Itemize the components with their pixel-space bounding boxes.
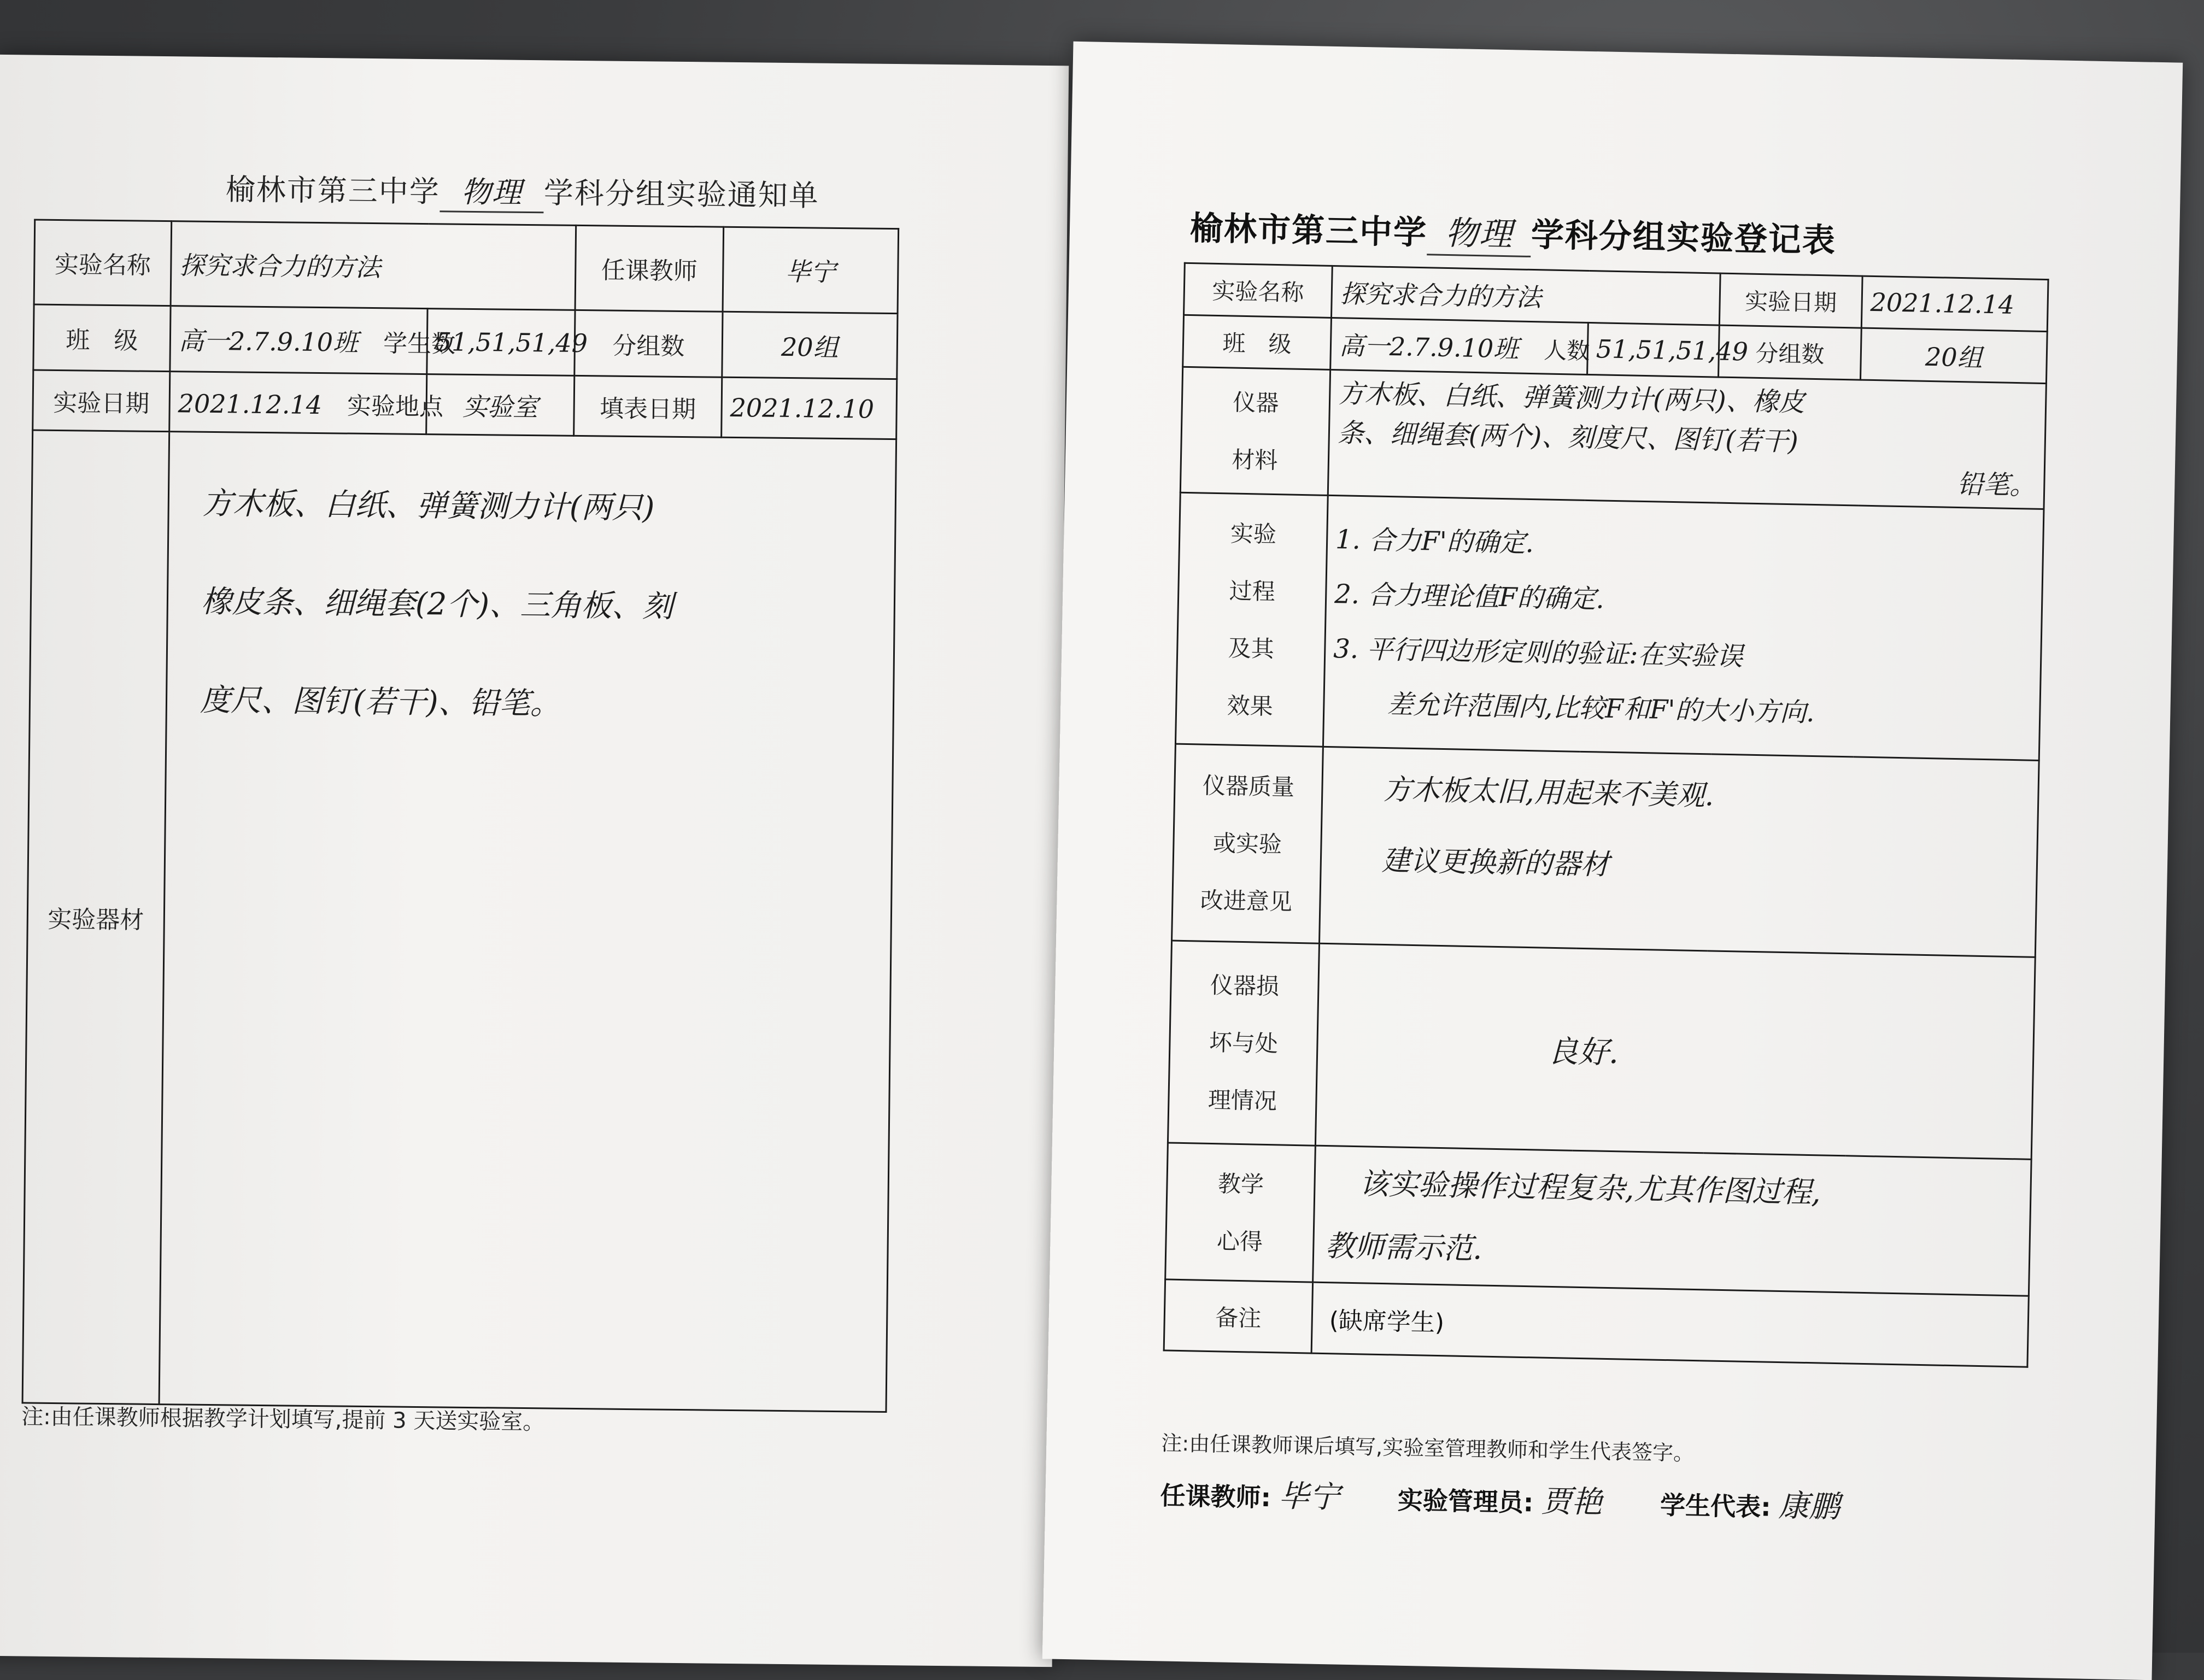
quality-label-line: 或实验 — [1212, 829, 1282, 858]
teaching-text — [1313, 1146, 2032, 1296]
process-label-line: 效果 — [1227, 691, 1274, 720]
teaching-line: 该实验操作过程复杂,尤其作图过程, — [1358, 1166, 1821, 1209]
signature-teacher-label: 任课教师: — [1160, 1481, 1271, 1513]
signature-line — [1160, 1470, 1890, 1528]
class-label: 班 级 — [33, 304, 171, 372]
reg-groups-value: 20组 — [1860, 328, 2047, 384]
teaching-label — [1165, 1143, 1316, 1282]
reg-experiment-name-label: 实验名称 — [1184, 263, 1333, 318]
materials-line: 方木板、白纸、弹簧测力计(两只)、橡皮 — [1338, 378, 1806, 418]
materials-line: 条、细绳套(两个)、刻度尺、图钉(若干) — [1337, 417, 1799, 457]
fill-date-value: 2021.12.10 — [722, 377, 897, 439]
register-sheet — [1042, 42, 2183, 1680]
notice-footnote: 注:由任课教师根据教学计划填写,提前 3 天送实验室。 — [21, 1404, 545, 1435]
process-line: 差允许范围内,比较F和F'的大小方向. — [1386, 689, 1815, 728]
materials-label-line: 材料 — [1231, 445, 1278, 474]
notice-row-class — [33, 304, 898, 379]
notice-title-prefix: 榆林市第三中学 — [225, 172, 441, 209]
notice-table — [22, 219, 900, 1413]
date-label: 实验日期 — [33, 370, 170, 432]
teaching-label-line: 心得 — [1216, 1227, 1263, 1255]
quality-line: 方木板太旧,用起来不美观. — [1382, 773, 1714, 813]
process-line: 2. 合力理论值F的确定. — [1334, 578, 1605, 615]
equipment-line: 度尺、图钉(若干)、铅笔。 — [200, 682, 561, 722]
process-label-line: 过程 — [1229, 577, 1276, 605]
groups-value: 20组 — [722, 312, 898, 379]
quality-line: 建议更换新的器材 — [1381, 844, 1610, 882]
damage-value: 良好. — [1315, 943, 2035, 1159]
reg-class-value-text: 高一2.7.9.10班 — [1339, 331, 1519, 364]
reg-people-value: 51,51,51,49 — [1587, 322, 1720, 377]
class-value — [170, 306, 456, 374]
teacher-value: 毕宁 — [723, 227, 899, 313]
register-title — [1189, 202, 1836, 263]
date-value-text: 2021.12.14 — [178, 388, 323, 420]
reg-class-value — [1330, 318, 1588, 374]
register-table — [1163, 262, 2049, 1368]
signature-teacher-value: 毕宁 — [1278, 1478, 1340, 1515]
experiment-name-label: 实验名称 — [34, 220, 172, 306]
materials-label — [1180, 367, 1330, 495]
reg-people-label: 人数 — [1543, 337, 1590, 365]
equipment-line: 方木板、白纸、弹簧测力计(两只) — [202, 485, 655, 526]
students-value: 51,51,51,49 — [427, 309, 575, 376]
date-value — [169, 372, 444, 434]
signature-lab-manager — [1397, 1475, 1603, 1522]
notice-sheet — [0, 55, 1069, 1667]
notice-row-name — [34, 220, 899, 314]
damage-label-line: 理情况 — [1207, 1086, 1277, 1115]
notice-title-subject: 物理 — [439, 168, 544, 213]
register-title-prefix: 榆林市第三中学 — [1189, 209, 1428, 252]
teaching-label-line: 教学 — [1217, 1170, 1264, 1198]
signature-student-rep — [1660, 1479, 1840, 1526]
teaching-line: 教师需示范. — [1324, 1228, 1483, 1266]
materials-line: 铅笔。 — [1956, 468, 2036, 501]
groups-label: 分组数 — [575, 310, 723, 377]
damage-label-line: 坏与处 — [1209, 1029, 1279, 1058]
process-label-line: 及其 — [1228, 634, 1275, 662]
register-title-subject: 物理 — [1427, 207, 1532, 257]
process-line: 1. 合力F'的确定. — [1335, 524, 1534, 559]
reg-date-label: 实验日期 — [1719, 273, 1862, 328]
quality-label — [1172, 744, 1323, 943]
register-row-teaching — [1165, 1143, 2032, 1296]
register-title-suffix: 学科分组实验登记表 — [1531, 215, 1837, 260]
materials-text — [1328, 369, 2046, 509]
signature-student-rep-label: 学生代表: — [1660, 1490, 1772, 1522]
teacher-label: 任课教师 — [575, 225, 724, 312]
quality-text — [1319, 747, 2039, 957]
process-line: 3. 平行四边形定则的验证:在实验误 — [1333, 633, 1743, 672]
register-footnote: 注:由任课教师课后填写,实验室管理教师和学生代表签字。 — [1160, 1431, 1695, 1466]
register-row-damage — [1168, 941, 2035, 1159]
notice-row-date — [33, 370, 897, 439]
signature-student-rep-value: 康鹏 — [1778, 1488, 1840, 1525]
notice-row-equipment — [22, 430, 896, 1412]
equipment-label: 实验器材 — [22, 430, 169, 1405]
equipment-line: 橡皮条、细绳套(2个)、三角板、刻 — [201, 584, 673, 625]
reg-experiment-name-value: 探究求合力的方法 — [1331, 266, 1720, 325]
reg-class-label: 班 级 — [1183, 315, 1332, 369]
location-value: 实验室 — [426, 374, 575, 436]
materials-label-line: 仪器 — [1233, 389, 1279, 416]
register-row-quality — [1172, 744, 2039, 957]
notice-title-suffix: 学科分组实验通知单 — [543, 175, 820, 213]
process-text — [1323, 495, 2044, 760]
damage-label-line: 仪器损 — [1210, 971, 1280, 1000]
damage-label — [1168, 941, 1319, 1146]
notice-title — [225, 166, 819, 216]
process-label-line: 实验 — [1230, 519, 1277, 548]
signature-lab-manager-label: 实验管理员: — [1397, 1485, 1534, 1518]
remarks-label: 备注 — [1164, 1279, 1312, 1353]
quality-label-line: 仪器质量 — [1202, 772, 1295, 801]
register-row-process — [1175, 492, 2044, 760]
register-row-materials — [1180, 367, 2046, 509]
quality-label-line: 改进意见 — [1200, 886, 1293, 915]
fill-date-label: 填表日期 — [574, 375, 722, 437]
signature-lab-manager-value: 贾艳 — [1540, 1483, 1603, 1520]
reg-date-value: 2021.12.14 — [1861, 276, 2048, 332]
experiment-name-value: 探究求合力的方法 — [171, 221, 576, 310]
reg-groups-label: 分组数 — [1719, 325, 1862, 380]
class-value-text: 高一2.7.9.10班 — [178, 325, 359, 357]
process-label — [1175, 492, 1328, 747]
remarks-value: (缺席学生) — [1311, 1282, 2029, 1367]
signature-teacher — [1160, 1470, 1340, 1517]
equipment-text — [159, 432, 896, 1412]
students-label: 学生数 — [383, 329, 456, 359]
location-label: 实验地点 — [347, 392, 444, 421]
